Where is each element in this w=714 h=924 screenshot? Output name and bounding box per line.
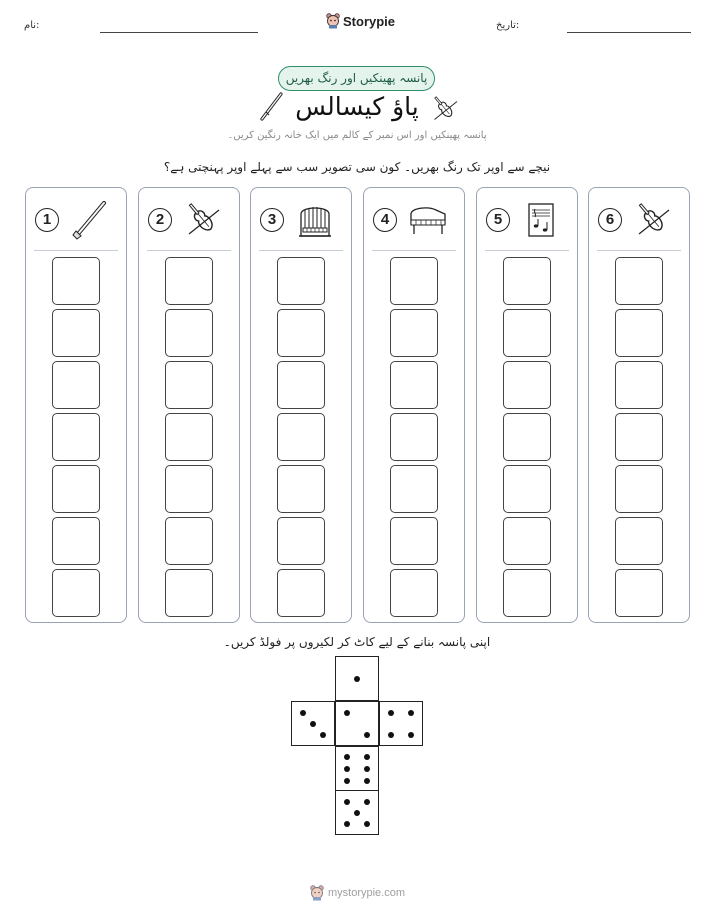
die-pip [344, 799, 350, 805]
storypie-bear-icon [310, 885, 324, 901]
cell-6-2[interactable] [615, 309, 663, 357]
die-pip [344, 778, 350, 784]
die-pip [354, 810, 360, 816]
page-title: پاؤ کیسالس [295, 92, 419, 121]
name-line[interactable] [100, 32, 258, 33]
cell-1-2[interactable] [52, 309, 100, 357]
column-number: 5 [486, 208, 510, 232]
column-divider [372, 250, 456, 251]
footer [310, 885, 405, 901]
die-pip [408, 710, 414, 716]
column-divider [485, 250, 569, 251]
column-number: 4 [373, 208, 397, 232]
cell-2-2[interactable] [165, 309, 213, 357]
die-pip [364, 799, 370, 805]
cell-4-1[interactable] [390, 257, 438, 305]
column-header [589, 188, 689, 250]
cell-1-1[interactable] [52, 257, 100, 305]
cell-5-5[interactable] [503, 465, 551, 513]
cell-3-5[interactable] [277, 465, 325, 513]
cell-2-6[interactable] [165, 517, 213, 565]
column-header [139, 188, 239, 250]
column-1 [25, 187, 127, 623]
cell-4-2[interactable] [390, 309, 438, 357]
die-pip [364, 766, 370, 772]
column-divider [147, 250, 231, 251]
cell-6-4[interactable] [615, 413, 663, 461]
cell-4-3[interactable] [390, 361, 438, 409]
die-pip [388, 710, 394, 716]
cell-2-3[interactable] [165, 361, 213, 409]
cell-5-1[interactable] [503, 257, 551, 305]
column-6 [588, 187, 690, 623]
cell-2-5[interactable] [165, 465, 213, 513]
name-label: نام: [24, 20, 40, 31]
column-header [26, 188, 126, 250]
die-pip [364, 821, 370, 827]
cell-1-6[interactable] [52, 517, 100, 565]
column-divider [34, 250, 118, 251]
footer-link[interactable]: mystorypie.com [328, 887, 406, 899]
die-pip [320, 732, 326, 738]
column-header [364, 188, 464, 250]
die-pip [344, 821, 350, 827]
cell-3-2[interactable] [277, 309, 325, 357]
column-divider [259, 250, 343, 251]
column-divider [597, 250, 681, 251]
cell-4-6[interactable] [390, 517, 438, 565]
cell-1-7[interactable] [52, 569, 100, 617]
cell-6-3[interactable] [615, 361, 663, 409]
column-header [251, 188, 351, 250]
column-3 [250, 187, 352, 623]
die-face-bottom [335, 790, 379, 835]
organ-icon [295, 200, 335, 240]
cell-6-1[interactable] [615, 257, 663, 305]
cell-3-1[interactable] [277, 257, 325, 305]
die-pip [344, 710, 350, 716]
column-number: 2 [148, 208, 172, 232]
cell-1-4[interactable] [52, 413, 100, 461]
cell-6-5[interactable] [615, 465, 663, 513]
die-pip [364, 732, 370, 738]
date-line[interactable] [567, 32, 691, 33]
instruction-text: نیچے سے اوپر تک رنگ بھریں۔ کون سی تصویر سب سے پہلے اوپر پہنچتی ہے؟ [163, 160, 551, 174]
sheet-music-icon [521, 200, 561, 240]
die-face-top [335, 656, 379, 701]
brand-logo [326, 13, 395, 29]
cell-5-4[interactable] [503, 413, 551, 461]
activity-pill: پانسہ پھینکیں اور رنگ بھریں [278, 66, 435, 91]
cell-1-3[interactable] [52, 361, 100, 409]
cell-6-6[interactable] [615, 517, 663, 565]
column-number: 3 [260, 208, 284, 232]
cell-5-2[interactable] [503, 309, 551, 357]
cell-3-4[interactable] [277, 413, 325, 461]
violin-icon [430, 94, 460, 124]
cell-5-3[interactable] [503, 361, 551, 409]
die-pip [344, 754, 350, 760]
die-pip [300, 710, 306, 716]
die-pip [364, 778, 370, 784]
die-pip [344, 766, 350, 772]
flute-icon [70, 200, 110, 240]
die-pip [364, 754, 370, 760]
cell-2-4[interactable] [165, 413, 213, 461]
subtitle: پانسہ پھینکیں اور اس نمبر کے کالم میں ایک خانہ رنگین کریں۔ [227, 130, 487, 141]
die-pip [310, 721, 316, 727]
column-number: 6 [598, 208, 622, 232]
piano-icon [408, 200, 448, 240]
cell-1-5[interactable] [52, 465, 100, 513]
die-face-right [379, 701, 423, 746]
die-face-lower [335, 746, 379, 791]
violin-icon [633, 200, 673, 240]
cell-5-7[interactable] [503, 569, 551, 617]
column-4 [363, 187, 465, 623]
date-label: تاریخ: [496, 20, 520, 31]
cell-3-6[interactable] [277, 517, 325, 565]
brand-name: Storypie [343, 13, 396, 29]
die-pip [354, 676, 360, 682]
die-pip [388, 732, 394, 738]
column-header [477, 188, 577, 250]
cell-6-7[interactable] [615, 569, 663, 617]
die-face-center [335, 701, 379, 746]
flute-icon [258, 92, 284, 122]
column-2 [138, 187, 240, 623]
die-face-left [291, 701, 335, 746]
cell-2-1[interactable] [165, 257, 213, 305]
storypie-bear-icon [326, 13, 340, 29]
column-5 [476, 187, 578, 623]
cut-instruction: اپنی پانسہ بنانے کے لیے کاٹ کر لکیروں پر فولڈ کریں۔ [223, 635, 491, 649]
die-pip [408, 732, 414, 738]
column-number: 1 [35, 208, 59, 232]
violin-icon [183, 200, 223, 240]
cell-4-5[interactable] [390, 465, 438, 513]
cell-4-4[interactable] [390, 413, 438, 461]
cell-3-3[interactable] [277, 361, 325, 409]
cell-3-7[interactable] [277, 569, 325, 617]
cell-5-6[interactable] [503, 517, 551, 565]
cell-2-7[interactable] [165, 569, 213, 617]
cell-4-7[interactable] [390, 569, 438, 617]
